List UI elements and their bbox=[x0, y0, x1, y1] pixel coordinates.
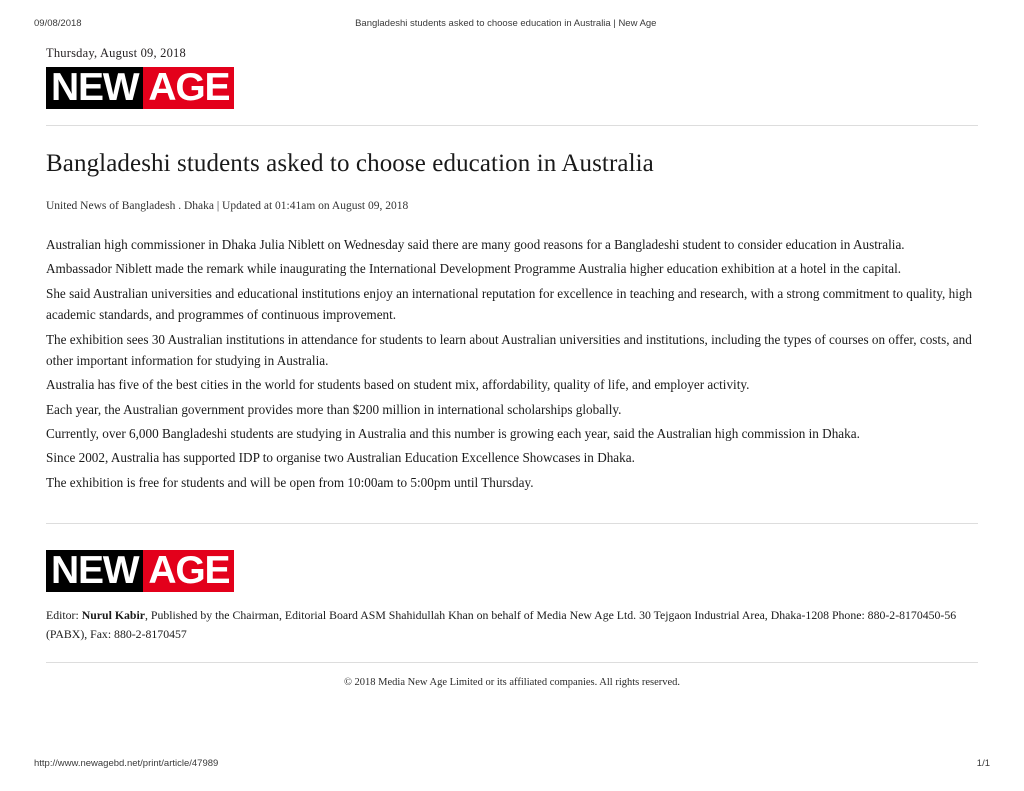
imprint-text bbox=[46, 606, 966, 644]
footer-logo-text-new: NEW bbox=[46, 550, 143, 592]
print-footer-url: http://www.newagebd.net/print/article/47989 bbox=[34, 758, 219, 769]
copyright-text: © 2018 Media New Age Limited or its affiliated companies. All rights reserved. bbox=[343, 676, 681, 688]
article-paragraph: Australia has five of the best cities in the world for students based on student mix, affordability, quality of life, and employer activity. bbox=[46, 377, 750, 393]
article-paragraph: Ambassador Niblett made the remark while inaugurating the International Development Programme Australia higher education exhibition at a hotel in the capital. bbox=[46, 261, 902, 277]
print-footer bbox=[34, 758, 990, 769]
page-title: Bangladeshi students asked to choose education in Australia bbox=[46, 150, 654, 177]
imprint-details: , Published by the Chairman, Editorial Board ASM Shahidullah Khan on behalf of Media New Age Ltd. 30 Tejgaon Industrial Area, Dhaka-1208 Phone: 880-2-8170450-56 (PABX), Fax: 880-2-8170457 bbox=[46, 608, 957, 641]
article-paragraph: She said Australian universities and educational institutions enjoy an international reputation for excellence in teaching and research, with a strong commitment to quality, high academic standards, and programmes of continuous improvement. bbox=[46, 285, 973, 323]
masthead-date: Thursday, August 09, 2018 bbox=[46, 46, 186, 60]
logo-text-new: NEW bbox=[46, 67, 143, 109]
print-footer-page: 1/1 bbox=[976, 758, 990, 769]
article-body bbox=[46, 234, 978, 493]
logo-text-age: AGE bbox=[143, 67, 234, 109]
print-header-title: Bangladeshi students asked to choose education in Australia | New Age bbox=[355, 18, 657, 29]
newage-footer-logo bbox=[46, 550, 234, 592]
article bbox=[46, 150, 978, 493]
copyright-divider bbox=[46, 662, 978, 663]
article-byline: United News of Bangladesh . Dhaka | Updated at 01:41am on August 09, 2018 bbox=[46, 200, 409, 212]
article-paragraph: Since 2002, Australia has supported IDP to organise two Australian Education Excellence Showcases in Dhaka. bbox=[46, 450, 635, 466]
article-paragraph: Currently, over 6,000 Bangladeshi students are studying in Australia and this number is growing each year, said the Australian high commission in Dhaka. bbox=[46, 426, 860, 441]
article-paragraph: The exhibition sees 30 Australian institutions in attendance for students to learn about Australian universities and institutions, including the types of courses on offer, costs, and other important information for studying in Australia. bbox=[46, 331, 972, 368]
article-paragraph: Australian high commissioner in Dhaka Julia Niblett on Wednesday said there are many good reasons for a Bangladeshi student to consider education in Australia. bbox=[46, 237, 905, 252]
newage-logo bbox=[46, 67, 234, 109]
footer-divider bbox=[46, 523, 978, 524]
print-header bbox=[34, 18, 990, 29]
site-footer bbox=[46, 550, 978, 688]
masthead-divider bbox=[46, 125, 978, 126]
document-content bbox=[34, 40, 990, 688]
editor-name: Nurul Kabir bbox=[81, 608, 145, 623]
article-paragraph: The exhibition is free for students and will be open from 10:00am to 5:00pm until Thursday. bbox=[46, 474, 534, 490]
editor-label: Editor: bbox=[46, 608, 82, 623]
footer-logo-text-age: AGE bbox=[143, 550, 234, 592]
article-paragraph: Each year, the Australian government provides more than $200 million in international scholarships globally. bbox=[46, 401, 622, 417]
print-header-date: 09/08/2018 bbox=[34, 18, 82, 29]
